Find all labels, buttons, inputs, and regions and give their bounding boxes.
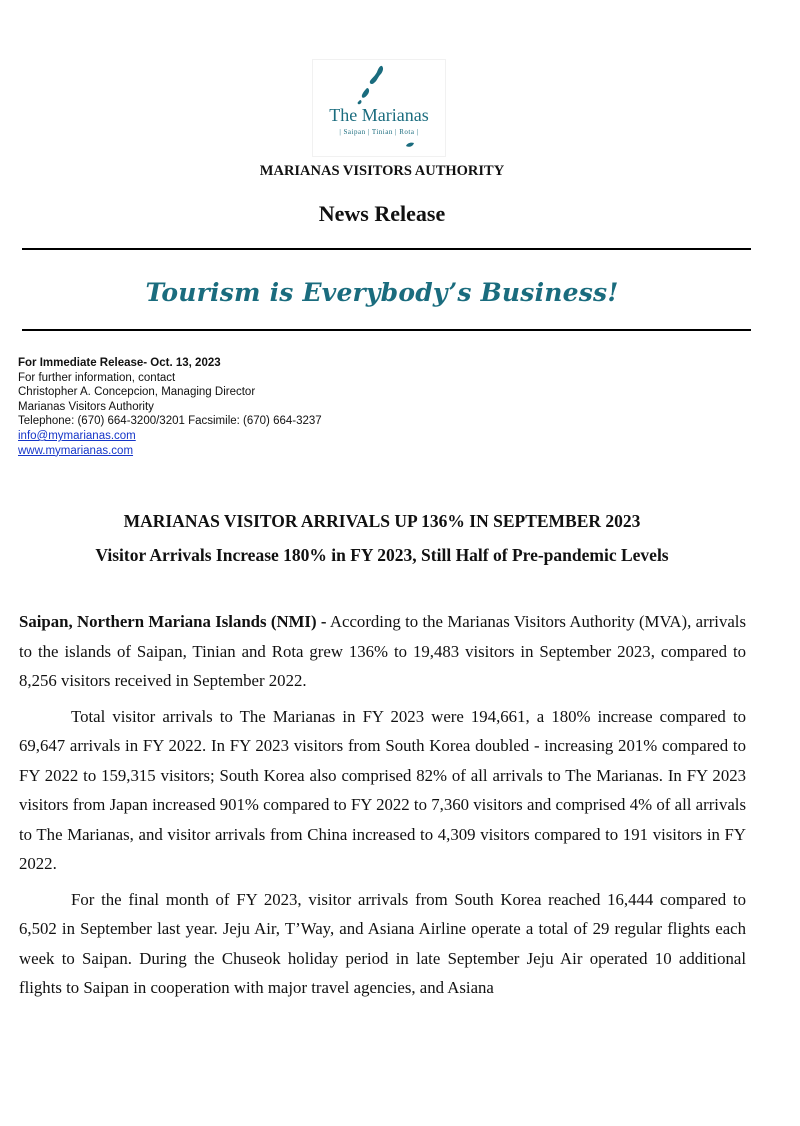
- paragraph-2: Total visitor arrivals to The Marianas in FY 2023 were 194,661, a 180% increase compared to 69,647 arrivals in FY 2022. In FY 2023 visitors from South Korea doubled - increasing 201% compared to FY 2022 to 159,315 visitors; South Korea also comprised 82% of all arrivals to The Marianas. In FY 2023 visitors from Japan increased 901% compared to FY 2022 to 7,360 visitors and comprised 4% of all arrivals to The Marianas, and visitor arrivals from China increased to 4,309 visitors compared to 191 visitors in FY 2022.: [19, 706, 746, 873]
- contact-phone: Telephone: (670) 664-3200/3201 Facsimile: (670) 664-3237: [18, 415, 322, 428]
- islands-icon: [353, 64, 393, 106]
- paragraph-1-text: According to the Marianas Visitors Authority (MVA), arrivals to the islands of Saipan, Tinian and Rota grew 136% to 19,483 visitors in September 2023, compared to 8,256 visitors received in September 2022.: [19, 612, 746, 690]
- article-body: [19, 607, 746, 1009]
- bottom-divider: [22, 329, 751, 331]
- marianas-logo: [313, 60, 445, 156]
- contact-person: Christopher A. Concepcion, Managing Director: [18, 386, 256, 399]
- dateline: Saipan, Northern Mariana Islands (NMI) -: [19, 612, 327, 631]
- agency-name: MARIANAS VISITORS AUTHORITY: [259, 163, 505, 179]
- contact-intro: For further information, contact: [18, 371, 176, 384]
- slogan: Tourism is Everybody’s Business!: [145, 278, 619, 307]
- paragraph-1: [19, 607, 746, 696]
- contact-org: Marianas Visitors Authority: [18, 400, 154, 413]
- release-date: For Immediate Release- Oct. 13, 2023: [18, 357, 221, 369]
- top-divider: [22, 248, 751, 250]
- paragraph-3: For the final month of FY 2023, visitor arrivals from South Korea reached 16,444 compared to 6,502 in September last year. Jeju Air, T’Way, and Asiana Airline operate a total of 29 regular flights each week to Saipan. During the Chuseok holiday period in late September Jeju Air operated 10 additional flights to Saipan in cooperation with major travel agencies, and Asiana: [19, 889, 746, 997]
- rota-island-icon: [405, 141, 415, 149]
- logo-brand-text: The Marianas: [329, 105, 429, 125]
- email-link[interactable]: info@mymarianas.com: [18, 429, 136, 442]
- logo-islands-text: | Saipan | Tinian | Rota |: [339, 128, 419, 136]
- article-headline: MARIANAS VISITOR ARRIVALS UP 136% IN SEPTEMBER 2023: [123, 511, 641, 531]
- website-link[interactable]: www.mymarianas.com: [18, 444, 134, 457]
- article-subheadline: Visitor Arrivals Increase 180% in FY 2023, Still Half of Pre-pandemic Levels: [95, 545, 669, 565]
- contact-block: [18, 356, 322, 458]
- release-type-title: News Release: [318, 201, 446, 226]
